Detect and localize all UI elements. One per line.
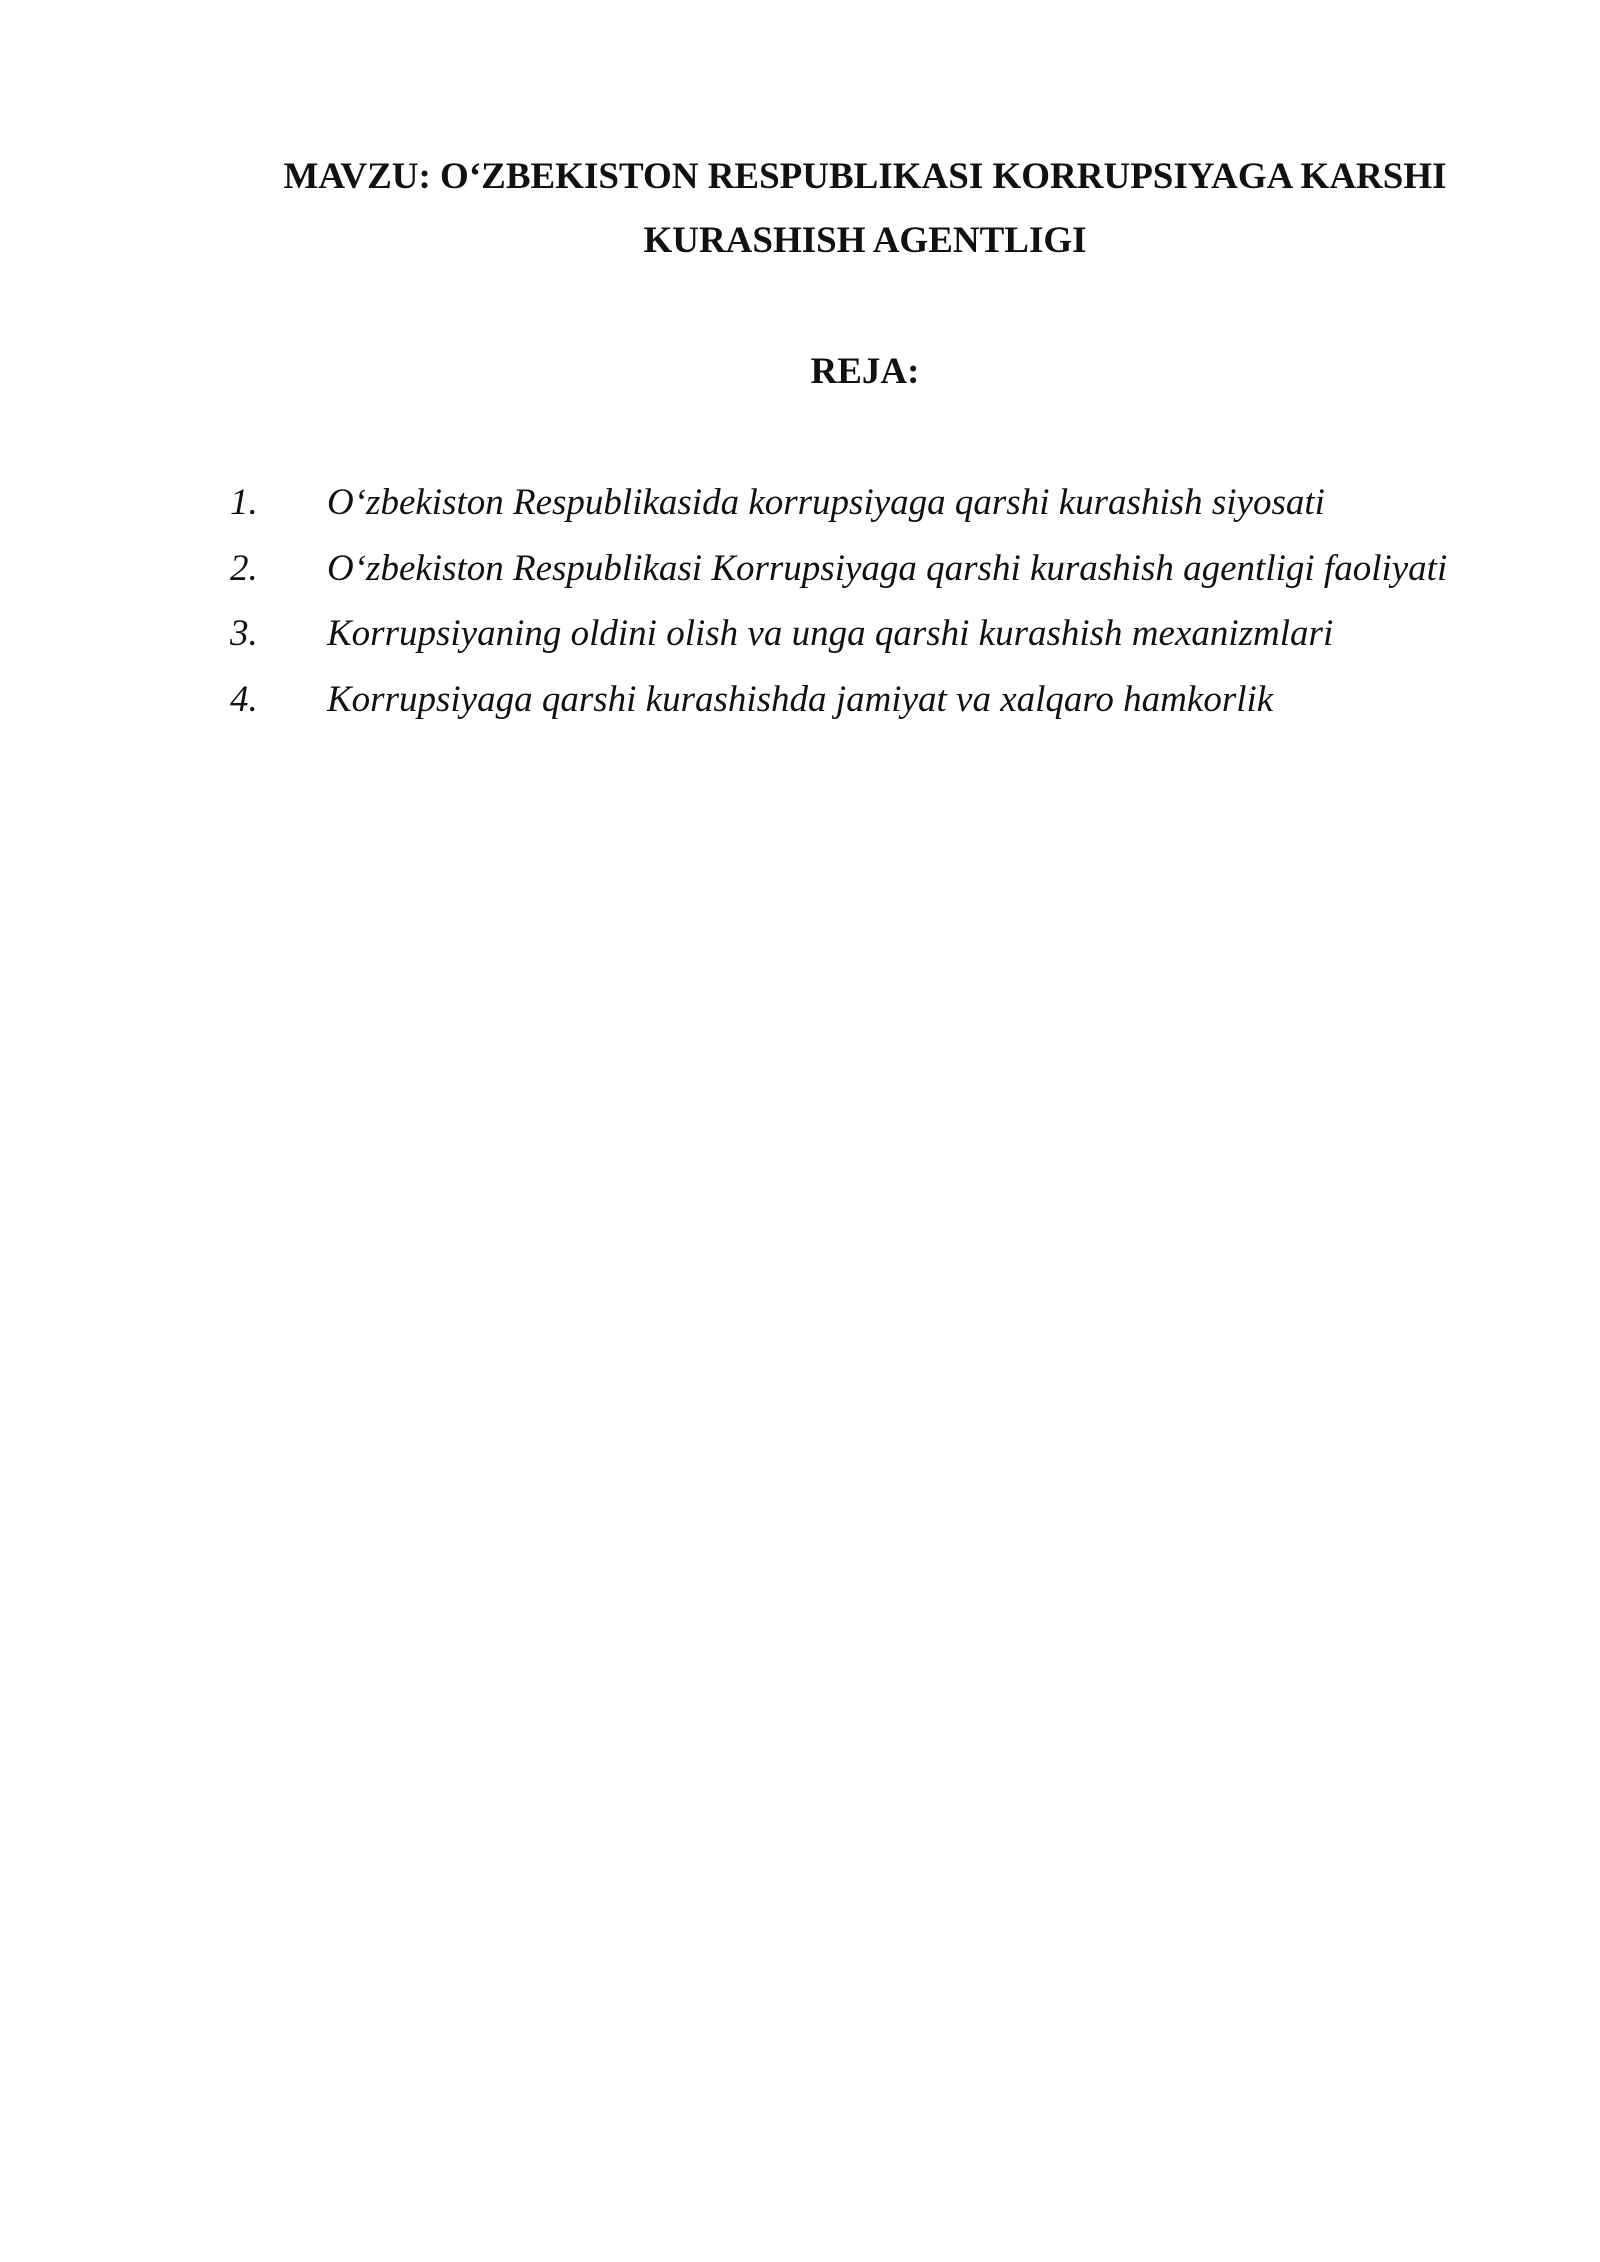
plan-item-text: Korrupsiyaga qarshi kurashishda jamiyat va xalqaro hamkorlik (327, 678, 1274, 720)
plan-item (0, 667, 1600, 733)
plan-item-text: O‘zbekiston Respublikasi Korrupsiyaga qarshi kurashish agentligi faoliyati (327, 547, 1448, 589)
plan-item-number: 3. (230, 613, 258, 654)
plan-item (0, 601, 1600, 667)
plan-item-number: 2. (230, 547, 258, 589)
plan-item-text: Korrupsiyaning oldini olish va unga qarshi kurashish mexanizmlari (327, 613, 1334, 654)
plan-list (0, 470, 1600, 732)
plan-item-number: 1. (230, 482, 258, 523)
plan-item-number: 4. (230, 678, 258, 720)
plan-item-text: O‘zbekiston Respublikasida korrupsiyaga qarshi kurashish siyosati (327, 482, 1325, 523)
document-title: MAVZU: O‘ZBEKISTON RESPUBLIKASI KORRUPSIYAGA KARSHI KURASHISH AGENTLIGI (283, 156, 1447, 261)
plan-item (0, 470, 1600, 536)
plan-heading: REJA: (810, 351, 920, 392)
plan-item (0, 536, 1600, 602)
